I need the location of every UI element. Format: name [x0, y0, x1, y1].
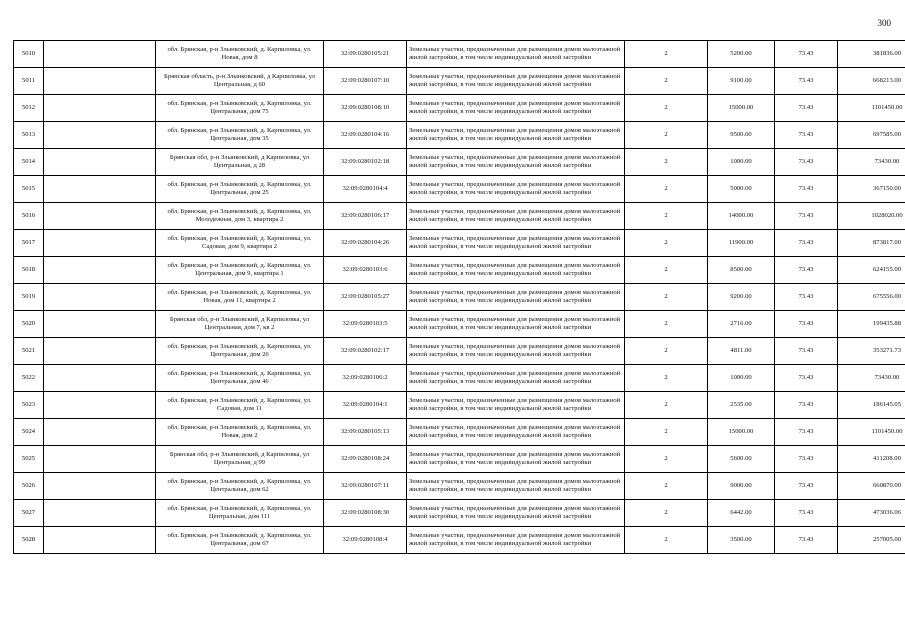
land-use-description-cell: Земельные участки, предназначенные для размещения домов малоэтажной жилой застройки, в том числе индивидуальной жилой застройки — [407, 176, 625, 203]
address-cell: Брянская область, р-н Злынковский, д Карпиловка, ул Центральная, д 60 — [156, 68, 324, 95]
table-row — [14, 176, 905, 203]
category-cell: 2 — [625, 446, 708, 473]
cadastral-value-cell: 1101450.00 — [838, 419, 905, 446]
category-cell: 2 — [625, 41, 708, 68]
category-cell: 2 — [625, 419, 708, 446]
cadastral-number-cell: 32:09:0280107:10 — [324, 68, 407, 95]
empty-cell — [44, 149, 156, 176]
row-number-cell: 5014 — [14, 149, 44, 176]
land-use-description-cell: Земельные участки, предназначенные для размещения домов малоэтажной жилой застройки, в том числе индивидуальной жилой застройки — [407, 41, 625, 68]
row-number-cell: 5010 — [14, 41, 44, 68]
table-row — [14, 230, 905, 257]
table-row — [14, 311, 905, 338]
row-number-cell: 5012 — [14, 95, 44, 122]
cadastral-value-cell: 473036.06 — [838, 500, 905, 527]
area-cell: 3500.00 — [708, 527, 775, 554]
category-cell: 2 — [625, 230, 708, 257]
rate-cell: 73.43 — [775, 41, 838, 68]
row-number-cell: 5025 — [14, 446, 44, 473]
table-row — [14, 473, 905, 500]
address-cell: обл. Брянская, р-н Злынковский, д. Карпиловка, ул. Центральная, дом 46 — [156, 365, 324, 392]
empty-cell — [44, 365, 156, 392]
row-number-cell: 5015 — [14, 176, 44, 203]
land-use-description-cell: Земельные участки, предназначенные для размещения домов малоэтажной жилой застройки, в том числе индивидуальной жилой застройки — [407, 527, 625, 554]
cadastral-value-cell: 668213.00 — [838, 68, 905, 95]
empty-cell — [44, 203, 156, 230]
rate-cell: 73.43 — [775, 338, 838, 365]
address-cell: обл. Брянская, р-н Злынковский, д. Карпиловка, ул. Центральная, дом 75 — [156, 95, 324, 122]
land-use-description-cell: Земельные участки, предназначенные для размещения домов малоэтажной жилой застройки, в том числе индивидуальной жилой застройки — [407, 230, 625, 257]
category-cell: 2 — [625, 365, 708, 392]
rate-cell: 73.43 — [775, 176, 838, 203]
empty-cell — [44, 41, 156, 68]
cadastral-number-cell: 32:09:0280105:13 — [324, 419, 407, 446]
address-cell: Брянская обл, р-н Злынковский, д Карпиловка, ул Центральная, д 28 — [156, 149, 324, 176]
cadastral-number-cell: 32:09:0280108:4 — [324, 527, 407, 554]
category-cell: 2 — [625, 338, 708, 365]
table-row — [14, 68, 905, 95]
cadastral-number-cell: 32:09:0280104:16 — [324, 122, 407, 149]
category-cell: 2 — [625, 68, 708, 95]
cadastral-number-cell: 32:09:0280105:27 — [324, 284, 407, 311]
empty-cell — [44, 338, 156, 365]
category-cell: 2 — [625, 257, 708, 284]
table-row — [14, 149, 905, 176]
address-cell: обл. Брянская, р-н Злынковский, д. Карпиловка, ул. Центральная, дом 35 — [156, 122, 324, 149]
category-cell: 2 — [625, 527, 708, 554]
cadastral-number-cell: 32:09:0280103:6 — [324, 257, 407, 284]
table-body — [14, 41, 905, 554]
cadastral-number-cell: 32:09:0280108:30 — [324, 500, 407, 527]
empty-cell — [44, 230, 156, 257]
area-cell: 14000.00 — [708, 203, 775, 230]
category-cell: 2 — [625, 95, 708, 122]
row-number-cell: 5022 — [14, 365, 44, 392]
row-number-cell: 5018 — [14, 257, 44, 284]
table-row — [14, 95, 905, 122]
cadastral-value-cell: 1028020.00 — [838, 203, 905, 230]
land-registry-table — [13, 40, 905, 554]
rate-cell: 73.43 — [775, 419, 838, 446]
cadastral-number-cell: 32:09:0280105:21 — [324, 41, 407, 68]
area-cell: 9200.00 — [708, 284, 775, 311]
cadastral-value-cell: 624155.00 — [838, 257, 905, 284]
land-use-description-cell: Земельные участки, предназначенные для размещения домов малоэтажной жилой застройки, в том числе индивидуальной жилой застройки — [407, 311, 625, 338]
area-cell: 11900.00 — [708, 230, 775, 257]
cadastral-number-cell: 32:09:0280102:18 — [324, 149, 407, 176]
category-cell: 2 — [625, 284, 708, 311]
rate-cell: 73.43 — [775, 203, 838, 230]
address-cell: обл. Брянская, р-н Злынковский, д. Карпиловка, ул. Садовая, дом 9, квартира 2 — [156, 230, 324, 257]
cadastral-value-cell: 367150.00 — [838, 176, 905, 203]
cadastral-value-cell: 381836.00 — [838, 41, 905, 68]
empty-cell — [44, 500, 156, 527]
rate-cell: 73.43 — [775, 230, 838, 257]
address-cell: обл. Брянская, р-н Злынковский, д. Карпиловка, ул. Центральная, дом 67 — [156, 527, 324, 554]
category-cell: 2 — [625, 311, 708, 338]
row-number-cell: 5020 — [14, 311, 44, 338]
empty-cell — [44, 446, 156, 473]
empty-cell — [44, 68, 156, 95]
row-number-cell: 5027 — [14, 500, 44, 527]
cadastral-value-cell: 873817.00 — [838, 230, 905, 257]
address-cell: обл. Брянская, р-н Злынковский, д. Карпиловка, ул. Центральная, дом 111 — [156, 500, 324, 527]
category-cell: 2 — [625, 500, 708, 527]
area-cell: 2535.00 — [708, 392, 775, 419]
land-use-description-cell: Земельные участки, предназначенные для размещения домов малоэтажной жилой застройки, в том числе индивидуальной жилой застройки — [407, 284, 625, 311]
area-cell: 8500.00 — [708, 257, 775, 284]
cadastral-value-cell: 73430.00 — [838, 149, 905, 176]
cadastral-value-cell: 353271.73 — [838, 338, 905, 365]
cadastral-value-cell: 660870.00 — [838, 473, 905, 500]
cadastral-value-cell: 186145.05 — [838, 392, 905, 419]
row-number-cell: 5017 — [14, 230, 44, 257]
land-use-description-cell: Земельные участки, предназначенные для размещения домов малоэтажной жилой застройки, в том числе индивидуальной жилой застройки — [407, 203, 625, 230]
address-cell: обл. Брянская, р-н Злынковский, д. Карпиловка, ул. Садовая, дом 11 — [156, 392, 324, 419]
empty-cell — [44, 311, 156, 338]
cadastral-number-cell: 32:09:0280103:5 — [324, 311, 407, 338]
table-row — [14, 365, 905, 392]
table-row — [14, 338, 905, 365]
empty-cell — [44, 527, 156, 554]
table-row — [14, 41, 905, 68]
category-cell: 2 — [625, 176, 708, 203]
table-row — [14, 257, 905, 284]
area-cell: 2716.00 — [708, 311, 775, 338]
cadastral-number-cell: 32:09:0280104:4 — [324, 176, 407, 203]
rate-cell: 73.43 — [775, 257, 838, 284]
cadastral-number-cell: 32:09:0280107:11 — [324, 473, 407, 500]
cadastral-value-cell: 411208.00 — [838, 446, 905, 473]
address-cell: обл. Брянская, р-н Злынковский, д. Карпиловка, ул. Центральная, дом 26 — [156, 338, 324, 365]
address-cell: Брянская обл, р-н Злынковский, д Карпиловка, ул Центральная, дом 7, кв 2 — [156, 311, 324, 338]
land-use-description-cell: Земельные участки, предназначенные для размещения домов малоэтажной жилой застройки, в том числе индивидуальной жилой застройки — [407, 257, 625, 284]
rate-cell: 73.43 — [775, 95, 838, 122]
cadastral-number-cell: 32:09:0280104:26 — [324, 230, 407, 257]
cadastral-number-cell: 32:09:0280104:1 — [324, 392, 407, 419]
row-number-cell: 5026 — [14, 473, 44, 500]
empty-cell — [44, 176, 156, 203]
rate-cell: 73.43 — [775, 500, 838, 527]
land-use-description-cell: Земельные участки, предназначенные для размещения домов малоэтажной жилой застройки, в том числе индивидуальной жилой застройки — [407, 473, 625, 500]
address-cell: обл. Брянская, р-н Злынковский, д. Карпиловка, ул. Центральная, дом 62 — [156, 473, 324, 500]
cadastral-value-cell: 697585.00 — [838, 122, 905, 149]
row-number-cell: 5024 — [14, 419, 44, 446]
rate-cell: 73.43 — [775, 311, 838, 338]
category-cell: 2 — [625, 473, 708, 500]
table-row — [14, 500, 905, 527]
rate-cell: 73.43 — [775, 527, 838, 554]
category-cell: 2 — [625, 149, 708, 176]
row-number-cell: 5028 — [14, 527, 44, 554]
cadastral-value-cell: 73430.00 — [838, 365, 905, 392]
row-number-cell: 5023 — [14, 392, 44, 419]
area-cell: 15000.00 — [708, 95, 775, 122]
empty-cell — [44, 257, 156, 284]
area-cell: 9100.00 — [708, 68, 775, 95]
address-cell: обл. Брянская, р-н Злынковский, д. Карпиловка, ул. Молодежная, дом 3, квартира 2 — [156, 203, 324, 230]
row-number-cell: 5016 — [14, 203, 44, 230]
area-cell: 4811.00 — [708, 338, 775, 365]
area-cell: 15000.00 — [708, 419, 775, 446]
rate-cell: 73.43 — [775, 122, 838, 149]
category-cell: 2 — [625, 122, 708, 149]
cadastral-value-cell: 199435.88 — [838, 311, 905, 338]
area-cell: 5600.00 — [708, 446, 775, 473]
rate-cell: 73.43 — [775, 68, 838, 95]
table-row — [14, 446, 905, 473]
land-use-description-cell: Земельные участки, предназначенные для размещения домов малоэтажной жилой застройки, в том числе индивидуальной жилой застройки — [407, 365, 625, 392]
land-use-description-cell: Земельные участки, предназначенные для размещения домов малоэтажной жилой застройки, в том числе индивидуальной жилой застройки — [407, 95, 625, 122]
cadastral-number-cell: 32:09:0280108:24 — [324, 446, 407, 473]
address-cell: обл. Брянская, р-н Злынковский, д. Карпиловка, ул. Центральная, дом 9, квартира 1 — [156, 257, 324, 284]
empty-cell — [44, 419, 156, 446]
rate-cell: 73.43 — [775, 392, 838, 419]
rate-cell: 73.43 — [775, 284, 838, 311]
land-use-description-cell: Земельные участки, предназначенные для размещения домов малоэтажной жилой застройки, в том числе индивидуальной жилой застройки — [407, 122, 625, 149]
table-row — [14, 122, 905, 149]
table-row — [14, 284, 905, 311]
empty-cell — [44, 473, 156, 500]
address-cell: обл. Брянская, р-н Злынковский, д. Карпиловка, ул. Новая, дом 2 — [156, 419, 324, 446]
address-cell: Брянская обл, р-н Злынковский, д Карпиловка, ул Центральная, д 99 — [156, 446, 324, 473]
area-cell: 5000.00 — [708, 176, 775, 203]
category-cell: 2 — [625, 203, 708, 230]
cadastral-number-cell: 32:09:0280106:17 — [324, 203, 407, 230]
table-row — [14, 392, 905, 419]
row-number-cell: 5021 — [14, 338, 44, 365]
cadastral-value-cell: 1101450.00 — [838, 95, 905, 122]
land-use-description-cell: Земельные участки, предназначенные для размещения домов малоэтажной жилой застройки, в том числе индивидуальной жилой застройки — [407, 392, 625, 419]
rate-cell: 73.43 — [775, 473, 838, 500]
land-use-description-cell: Земельные участки, предназначенные для размещения домов малоэтажной жилой застройки, в том числе индивидуальной жилой застройки — [407, 149, 625, 176]
land-use-description-cell: Земельные участки, предназначенные для размещения домов малоэтажной жилой застройки, в том числе индивидуальной жилой застройки — [407, 500, 625, 527]
row-number-cell: 5019 — [14, 284, 44, 311]
cadastral-number-cell: 32:09:0280106:2 — [324, 365, 407, 392]
area-cell: 6442.00 — [708, 500, 775, 527]
cadastral-value-cell: 257005.00 — [838, 527, 905, 554]
area-cell: 1000.00 — [708, 149, 775, 176]
rate-cell: 73.43 — [775, 446, 838, 473]
address-cell: обл. Брянская, р-н Злынковский, д. Карпиловка, ул. Новая, дом 11, квартира 2 — [156, 284, 324, 311]
cadastral-number-cell: 32:09:0280102:17 — [324, 338, 407, 365]
area-cell: 1000.00 — [708, 365, 775, 392]
land-use-description-cell: Земельные участки, предназначенные для размещения домов малоэтажной жилой застройки, в том числе индивидуальной жилой застройки — [407, 338, 625, 365]
area-cell: 9500.00 — [708, 122, 775, 149]
row-number-cell: 5011 — [14, 68, 44, 95]
land-use-description-cell: Земельные участки, предназначенные для размещения домов малоэтажной жилой застройки, в том числе индивидуальной жилой застройки — [407, 419, 625, 446]
land-use-description-cell: Земельные участки, предназначенные для размещения домов малоэтажной жилой застройки, в том числе индивидуальной жилой застройки — [407, 68, 625, 95]
empty-cell — [44, 95, 156, 122]
cadastral-value-cell: 675556.00 — [838, 284, 905, 311]
rate-cell: 73.43 — [775, 365, 838, 392]
address-cell: обл. Брянская, р-н Злынковский, д. Карпиловка, ул. Новая, дом 8 — [156, 41, 324, 68]
empty-cell — [44, 122, 156, 149]
empty-cell — [44, 392, 156, 419]
category-cell: 2 — [625, 392, 708, 419]
cadastral-number-cell: 32:09:0280108:10 — [324, 95, 407, 122]
table-row — [14, 419, 905, 446]
land-use-description-cell: Земельные участки, предназначенные для размещения домов малоэтажной жилой застройки, в том числе индивидуальной жилой застройки — [407, 446, 625, 473]
table-row — [14, 527, 905, 554]
empty-cell — [44, 284, 156, 311]
row-number-cell: 5013 — [14, 122, 44, 149]
table-row — [14, 203, 905, 230]
address-cell: обл. Брянская, р-н Злынковский, д. Карпиловка, ул. Центральная, дом 25 — [156, 176, 324, 203]
area-cell: 9000.00 — [708, 473, 775, 500]
rate-cell: 73.43 — [775, 149, 838, 176]
area-cell: 5200.00 — [708, 41, 775, 68]
page-number: 300 — [877, 18, 891, 28]
